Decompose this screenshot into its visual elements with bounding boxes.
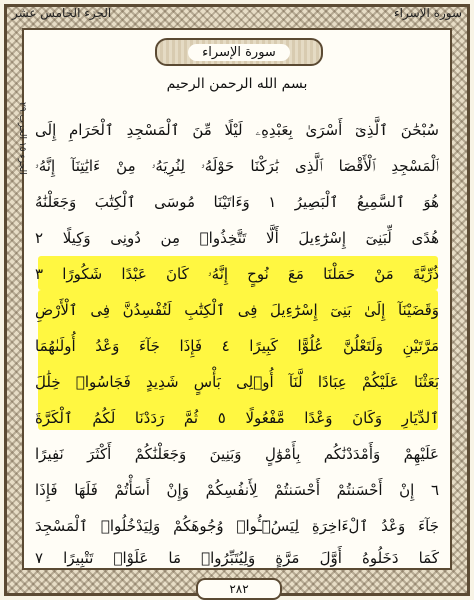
- juz-header: الجزء الخامس عشر: [12, 6, 112, 20]
- quran-line: هُوَ ٱلسَّمِيعُ ٱلْبَصِيرُ ١ وَءَاتَيْنَا مُوسَى ٱلْكِتَٰبَ وَجَعَلْنَٰهُ: [35, 193, 439, 211]
- surah-header: سورة الإسراء: [394, 6, 462, 20]
- bismillah: بسم الله الرحمن الرحيم: [166, 76, 308, 92]
- surah-title-banner: [155, 38, 323, 66]
- quran-line: جَآءَ وَعْدُ ٱلْءَاخِرَةِ لِيَسُۥٓـُٔوا۟ وُجُوهَكُمْ وَلِيَدْخُلُوا۟ ٱلْمَسْجِدَ: [35, 517, 439, 535]
- quran-line: وَقَضَيْنَآ إِلَىٰ بَنِىٓ إِسْرَٰٓءِيلَ فِى ٱلْكِتَٰبِ لَتُفْسِدُنَّ فِى ٱلْأَرْضِ: [35, 301, 439, 319]
- quran-line: ٱلْمَسْجِدِ ٱلْأَقْصَا ٱلَّذِى بَٰرَكْنَا حَوْلَهُۥ لِنُرِيَهُۥ مِنْ ءَايَٰتِنَآ إِنَّهُۥ: [35, 157, 439, 175]
- surah-title: سورة الإسراء: [188, 44, 290, 61]
- page-number: ٢٨٢: [196, 578, 282, 600]
- quran-line: ٦ إِنْ أَحْسَنتُمْ أَحْسَنتُمْ لِأَنفُسِكُمْ وَإِنْ أَسَأْتُمْ فَلَهَا فَإِذَا: [35, 481, 439, 499]
- quran-line: ٱلدِّيَارِ وَكَانَ وَعْدًا مَّفْعُولًا ٥ ثُمَّ رَدَدْنَا لَكُمُ ٱلْكَرَّةَ: [35, 409, 439, 427]
- quran-line: مَرَّتَيْنِ وَلَتَعْلُنَّ عُلُوًّا كَبِيرًا ٤ فَإِذَا جَآءَ وَعْدُ أُولَىٰهُمَا: [35, 337, 439, 355]
- juz-hizb-marker: الجزء ١٥ الحزب ٢٩: [17, 102, 27, 175]
- quran-line: ذُرِّيَّةَ مَنْ حَمَلْنَا مَعَ نُوحٍ إِنَّهُۥ كَانَ عَبْدًا شَكُورًا ٣: [35, 265, 439, 283]
- quran-line: كَمَا دَخَلُوهُ أَوَّلَ مَرَّةٍ وَلِيُتَبِّرُوا۟ مَا عَلَوْا۟ تَتْبِيرًا ٧: [35, 549, 439, 567]
- quran-line: هُدًى لِّبَنِىٓ إِسْرَٰٓءِيلَ أَلَّا تَتَّخِذُوا۟ مِن دُونِى وَكِيلًا ٢: [35, 229, 439, 247]
- quran-line: بَعَثْنَا عَلَيْكُمْ عِبَادًا لَّنَآ أُو۟لِى بَأْسٍ شَدِيدٍ فَجَاسُوا۟ خِلَٰلَ: [35, 373, 439, 391]
- quran-line: عَلَيْهِمْ وَأَمْدَدْنَٰكُم بِأَمْوَٰلٍ وَبَنِينَ وَجَعَلْنَٰكُمْ أَكْثَرَ نَفِيرًا: [35, 445, 439, 463]
- quran-line: سُبْحَٰنَ ٱلَّذِىٓ أَسْرَىٰ بِعَبْدِهِۦ لَيْلًا مِّنَ ٱلْمَسْجِدِ ٱلْحَرَامِ إِلَى: [35, 121, 439, 139]
